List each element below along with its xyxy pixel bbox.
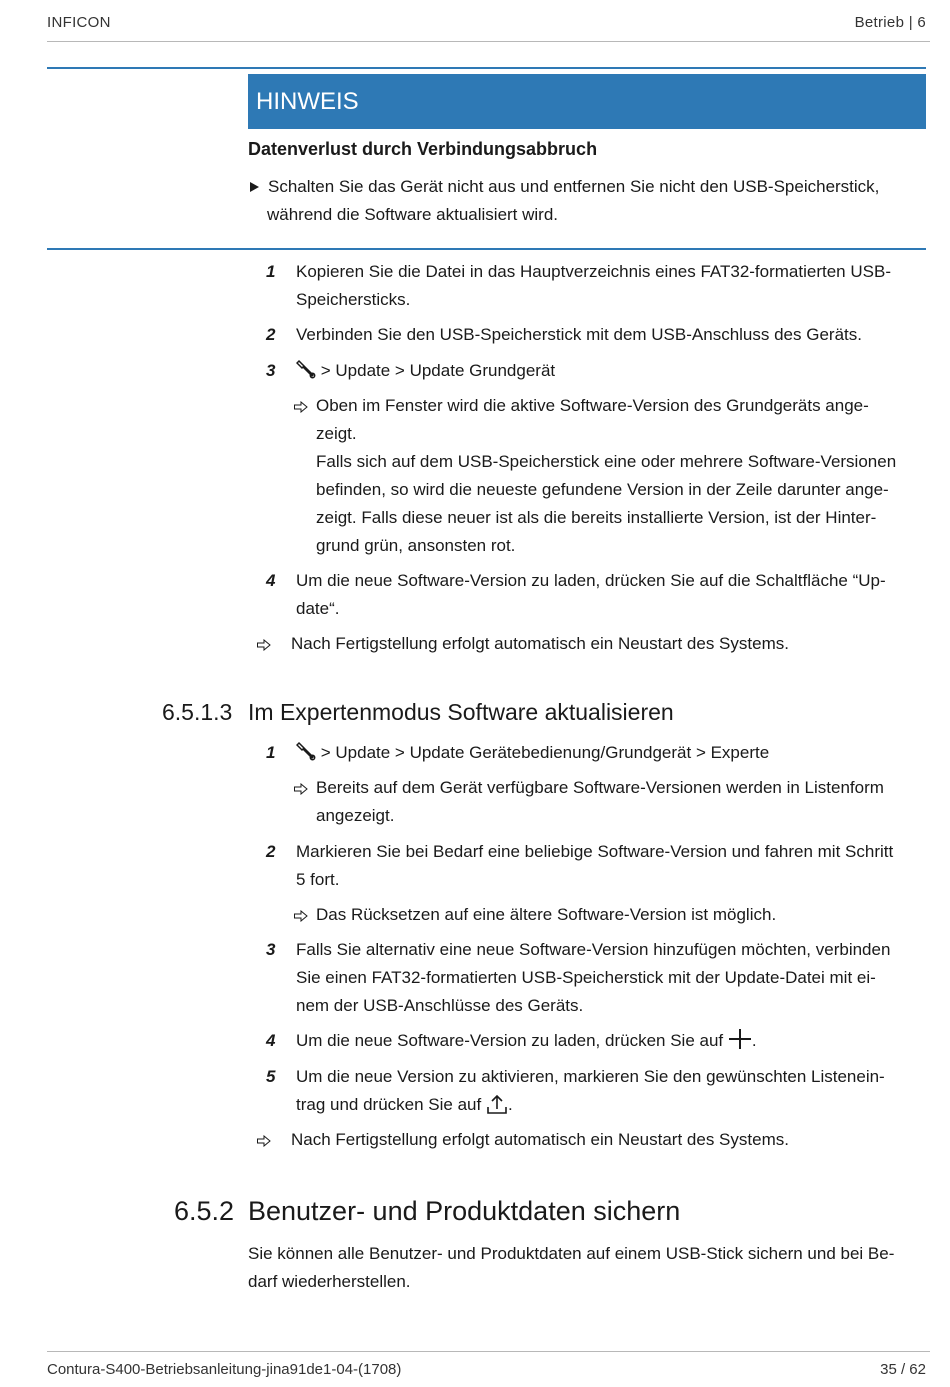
result-text: Oben im Fenster wird die aktive Software-Version des Grundgeräts ange- [316, 396, 869, 415]
section-number: 6.5.1.3 [162, 699, 233, 725]
result-arrow-icon [294, 910, 308, 922]
step-text: Um die neue Version zu aktivieren, markieren Sie den gewünschten Listenein- [296, 1067, 885, 1086]
notice-title: HINWEIS [256, 88, 359, 115]
result-arrow-icon [294, 783, 308, 795]
step-text-end: . [751, 1031, 757, 1050]
step-number: 2 [266, 842, 276, 861]
notice-top-rule [47, 67, 926, 69]
section-number: 6.5.2 [174, 1196, 235, 1226]
step-text: Sie einen FAT32-formatierten USB-Speicherstick mit der Update-Datei mit ei- [296, 968, 876, 987]
step-text-row [296, 1027, 757, 1055]
notice-bullet-line1: Schalten Sie das Gerät nicht aus und entfernen Sie nicht den USB-Speicherstick, [268, 177, 880, 196]
result-text: zeigt. Falls diese neuer ist als die bereits installierte Version, ist der Hinter- [316, 508, 877, 527]
step-text: > Update > Update Grundgerät [320, 361, 556, 380]
step-text: Speichersticks. [296, 290, 411, 309]
step-number: 3 [266, 940, 276, 959]
step-number: 1 [266, 743, 276, 762]
section-title: Im Expertenmodus Software aktualisieren [248, 699, 674, 725]
result-arrow-icon [257, 639, 271, 651]
step-text: date“. [296, 599, 340, 618]
result-text: angezeigt. [316, 806, 395, 825]
step-text: 5 fort. [296, 870, 340, 889]
step-text-end: . [507, 1095, 513, 1114]
paragraph-line: darf wiederherstellen. [248, 1272, 411, 1291]
paragraph-line: Sie können alle Benutzer- und Produktdaten auf einem USB-Stick sichern und bei Be- [248, 1244, 895, 1263]
step-text: Verbinden Sie den USB-Speicherstick mit dem USB-Anschluss des Geräts. [296, 325, 862, 344]
result-text: Bereits auf dem Gerät verfügbare Software-Versionen werden in Listenform [316, 778, 884, 797]
footer-rule [47, 1351, 930, 1352]
section-title: Benutzer- und Produktdaten sichern [248, 1196, 681, 1226]
result-arrow-icon [294, 401, 308, 413]
footer-left: Contura-S400-Betriebsanleitung-jina91de1-04-(1708) [47, 1361, 402, 1378]
header-left: INFICON [47, 14, 111, 31]
step-text-row [296, 1091, 513, 1119]
step-text-row [296, 357, 555, 385]
bullet-triangle-icon [250, 182, 259, 192]
notice-banner [248, 74, 926, 129]
result-text: befinden, so wird die neueste gefundene Version in der Zeile darunter ange- [316, 480, 889, 499]
page-number: 35 / 62 [880, 1361, 926, 1378]
final-result-text: Nach Fertigstellung erfolgt automatisch ein Neustart des Systems. [291, 634, 789, 653]
step-number: 4 [266, 1031, 276, 1050]
wrench-icon [296, 359, 316, 379]
step-text: Markieren Sie bei Bedarf eine beliebige Software-Version und fahren mit Schritt [296, 842, 894, 861]
step-text-row [296, 739, 769, 767]
upload-icon [486, 1093, 508, 1115]
result-text: zeigt. [316, 424, 357, 443]
wrench-icon [296, 741, 316, 761]
notice-subtitle: Datenverlust durch Verbindungsabbruch [248, 139, 598, 159]
result-arrow-icon [257, 1135, 271, 1147]
step-text: Kopieren Sie die Datei in das Hauptverzeichnis eines FAT32-formatierten USB- [296, 262, 891, 281]
step-text: Um die neue Software-Version zu laden, drücken Sie auf die Schaltfläche “Up- [296, 571, 886, 590]
result-text: Falls sich auf dem USB-Speicherstick eine oder mehrere Software-Versionen [316, 452, 897, 471]
step-number: 2 [266, 325, 276, 344]
notice-bottom-rule [47, 248, 926, 250]
step-text: nem der USB-Anschlüsse des Geräts. [296, 996, 584, 1015]
final-result-text: Nach Fertigstellung erfolgt automatisch ein Neustart des Systems. [291, 1130, 789, 1149]
step-number: 5 [266, 1067, 276, 1086]
notice-bullet-line2: während die Software aktualisiert wird. [267, 205, 559, 224]
step-number: 1 [266, 262, 276, 281]
step-number: 3 [266, 361, 276, 380]
result-text: Das Rücksetzen auf eine ältere Software-Version ist möglich. [316, 905, 777, 924]
step-text: Um die neue Software-Version zu laden, drücken Sie auf [296, 1031, 724, 1050]
plus-icon [728, 1027, 752, 1051]
step-text: Falls Sie alternativ eine neue Software-Version hinzufügen möchten, verbinden [296, 940, 891, 959]
step-number: 4 [266, 571, 276, 590]
header-rule [47, 41, 930, 42]
step-text: > Update > Update Gerätebedienung/Grundgerät > Experte [320, 743, 770, 762]
header-right: Betrieb | 6 [854, 14, 926, 31]
step-text: trag und drücken Sie auf [296, 1095, 482, 1114]
result-text: grund grün, ansonsten rot. [316, 536, 516, 555]
